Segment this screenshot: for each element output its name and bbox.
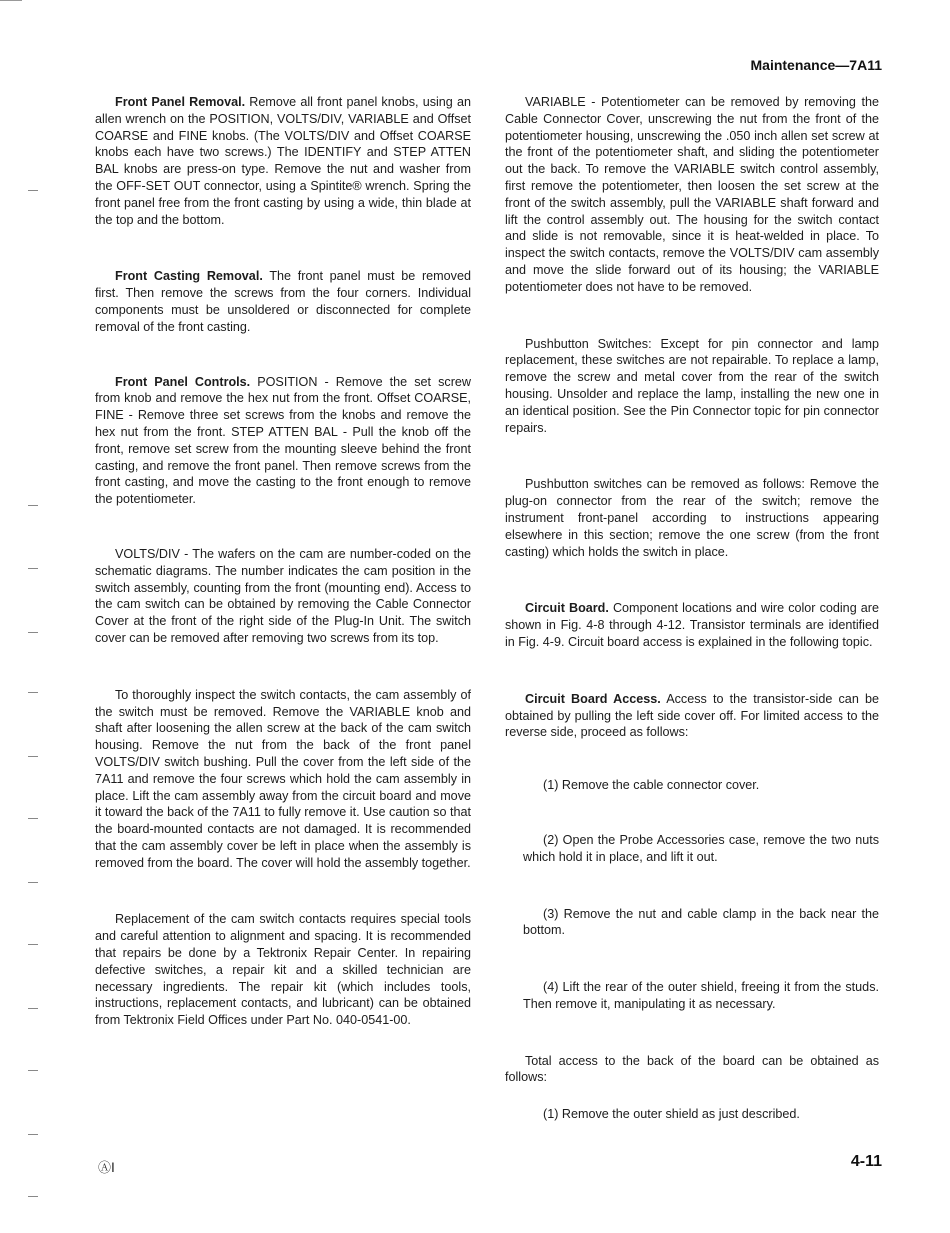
text-front-casting-removal: The front panel must be removed first. Then remove the screws from the four corners. Individual components must be unsoldered or disconnected for complete removal of the front casting. [95,269,471,334]
heading-front-panel-controls: Front Panel Controls. [115,374,251,389]
para-variable [505,94,879,296]
text-inspect-contacts: To thoroughly inspect the switch contacts, the cam assembly of the switch must be removed. Remove the VARIABLE knob and shaft after loosening the allen screw at the back of the cam switch housing. Remove the nut from the back of the front panel VOLTS/DIV switch bushing. Pull the cover from the left side of the 7A11 and remove the four screws which hold the cam assembly in place. Lift the cam assembly away from the circuit board and move it toward the back of the 7A11 to fully remove it. Use caution so that the board-mounted contacts are not damaged. It is recommended that the cam assembly cover be left in place when the assembly is removed from the board. The cover will hold the assembly together. [95,687,471,870]
margin-tick [28,1134,38,1135]
text-replacement-contacts: Replacement of the cam switch contacts requires special tools and careful attention to alignment and spacing. It is recommended that repairs be done by a Tektronix Repair Center. In repairing defective switches, a repair kit and a skilled technician are necessary ingredients. The repair kit (which includes tools, instructions, replacement contacts, and lubricant) can be obtained from Tektronix Field Offices under Part No. 040-0541-00. [95,912,471,1028]
left-column [95,94,471,1029]
step-remove-cable-cover [505,777,879,794]
para-total-access [505,1053,879,1087]
step-cable-clamp [505,906,879,940]
margin-tick [28,756,38,757]
step-remove-outer-shield [505,1106,879,1123]
step-probe-accessories [505,832,879,866]
margin-tick [28,632,38,633]
margin-tick [28,190,38,191]
para-pushbutton-switches [505,336,879,437]
page-header: Maintenance—7A11 [750,57,882,73]
para-replacement-contacts [95,911,471,1029]
para-pushbutton-removal [505,476,879,560]
text-front-panel-removal: Remove all front panel knobs, using an allen wrench on the POSITION, VOLTS/DIV, VARIABLE and Offset COARSE and FINE knobs. (The VOLTS/DIV and Offset COARSE knobs each have two screws.) The IDENTIFY and STEP ATTEN BAL knobs are press-on type. Remove the nut and washer from the OFF-SET OUT connector, using a Spintite® wrench. Spring the front panel free from the front casting by using a wide, thin blade at the top and the bottom. [95,95,471,227]
text-total-access: Total access to the back of the board can be obtained as follows: [505,1053,879,1085]
text-total-step-1: (1) Remove the outer shield as just described. [543,1107,800,1122]
step-outer-shield [505,979,879,1013]
text-step-2: (2) Open the Probe Accessories case, remove the two nuts which hold it in place, and lift it out. [523,832,879,864]
margin-tick [28,882,38,883]
text-step-1: (1) Remove the cable connector cover. [543,778,760,793]
text-circuit-board: Component locations and wire color coding are shown in Fig. 4-8 through 4-12. Transistor terminals are identified in Fig. 4-9. Circuit board access is explained in the following topic. [505,601,879,649]
margin-tick [28,1008,38,1009]
right-column [505,94,879,1123]
margin-tick [28,505,38,506]
margin-tick [28,818,38,819]
corner-mark [0,0,22,1]
para-circuit-board-access [505,691,879,741]
page-number: 4-11 [850,1153,882,1170]
text-step-4: (4) Lift the rear of the outer shield, freeing it from the studs. Then remove it, manipulating it as necessary. [523,980,879,1011]
margin-tick [28,568,38,569]
text-volts-div: VOLTS/DIV - The wafers on the cam are number-coded on the schematic diagrams. The number indicates the cam position in the switch assembly, counting from the front (mounting end). Access to the cam switch can be obtained by removing the Cable Connector Cover at the front of the right side of the Plug-In Unit. The switch cover can be removed after removing two screws from its top. [95,546,471,645]
text-pushbutton-removal: Pushbutton switches can be removed as follows: Remove the plug-on connector from the rear of the switch; remove the instrument front-panel according to instructions appearing elsewhere in this section; remove the one screw (from the front casting) which holds the switch in place. [505,477,879,559]
heading-front-casting-removal: Front Casting Removal. [115,269,263,284]
para-volts-div [95,546,471,647]
margin-tick [28,692,38,693]
para-circuit-board [505,600,879,650]
margin-tick [28,944,38,945]
heading-circuit-board: Circuit Board. [525,601,609,616]
text-pushbutton-switches: Pushbutton Switches: Except for pin connector and lamp replacement, these switches are not repairable. To replace a lamp, remove the screw and metal cover from the rear of the switch housing. Unsolder and replace the lamp, installing the new one in an identical position. See the Pin Connector topic for pin connector repairs. [505,336,879,435]
margin-tick [28,1196,38,1197]
heading-circuit-board-access: Circuit Board Access. [525,691,661,706]
margin-tick [28,1070,38,1071]
para-front-panel-removal [95,94,471,228]
text-front-panel-controls: POSITION - Remove the set screw from knob and remove the hex nut from the front. Offset COARSE, FINE - Remove three set screws from the knobs and remove the hex nut from the front. STEP ATTEN BAL - Pull the knob off the front, remove set screw from the mounting sleeve behind the front casting, and remove the front panel. Then remove screws from the front casting, and move the casting to the front enough to remove the potentiometer. [95,374,471,507]
para-front-casting-removal [95,268,471,335]
heading-front-panel-removal: Front Panel Removal. [115,95,246,109]
footer-revision-mark: ⒶⅠ [98,1160,115,1175]
text-step-3: (3) Remove the nut and cable clamp in the back near the bottom. [523,906,879,938]
para-inspect-contacts [95,687,471,872]
text-variable: VARIABLE - Potentiometer can be removed by removing the Cable Connector Cover, unscrewing the nut from the front of the potentiometer housing, unscrewing the .050 inch allen set screw at the front of the potentiometer shaft, and sliding the potentiometer out the back. To remove the VARIABLE switch control assembly, first remove the potentiometer, then loosen the set screw at the front of the switch assembly, pull the VARIABLE shaft forward and lift the control assembly out. The housing for the switch contact and slide is not removable, since it is heat-welded in place. To inspect the switch contacts, remove the VOLTS/DIV cam assembly and move the slide forward out of its housing; the VARIABLE potentiometer does not have to be removed. [505,95,879,294]
para-front-panel-controls [95,374,471,508]
text-circuit-board-access: Access to the transistor-side can be obtained by pulling the left side cover off. For limited access to the reverse side, proceed as follows: [505,691,879,740]
